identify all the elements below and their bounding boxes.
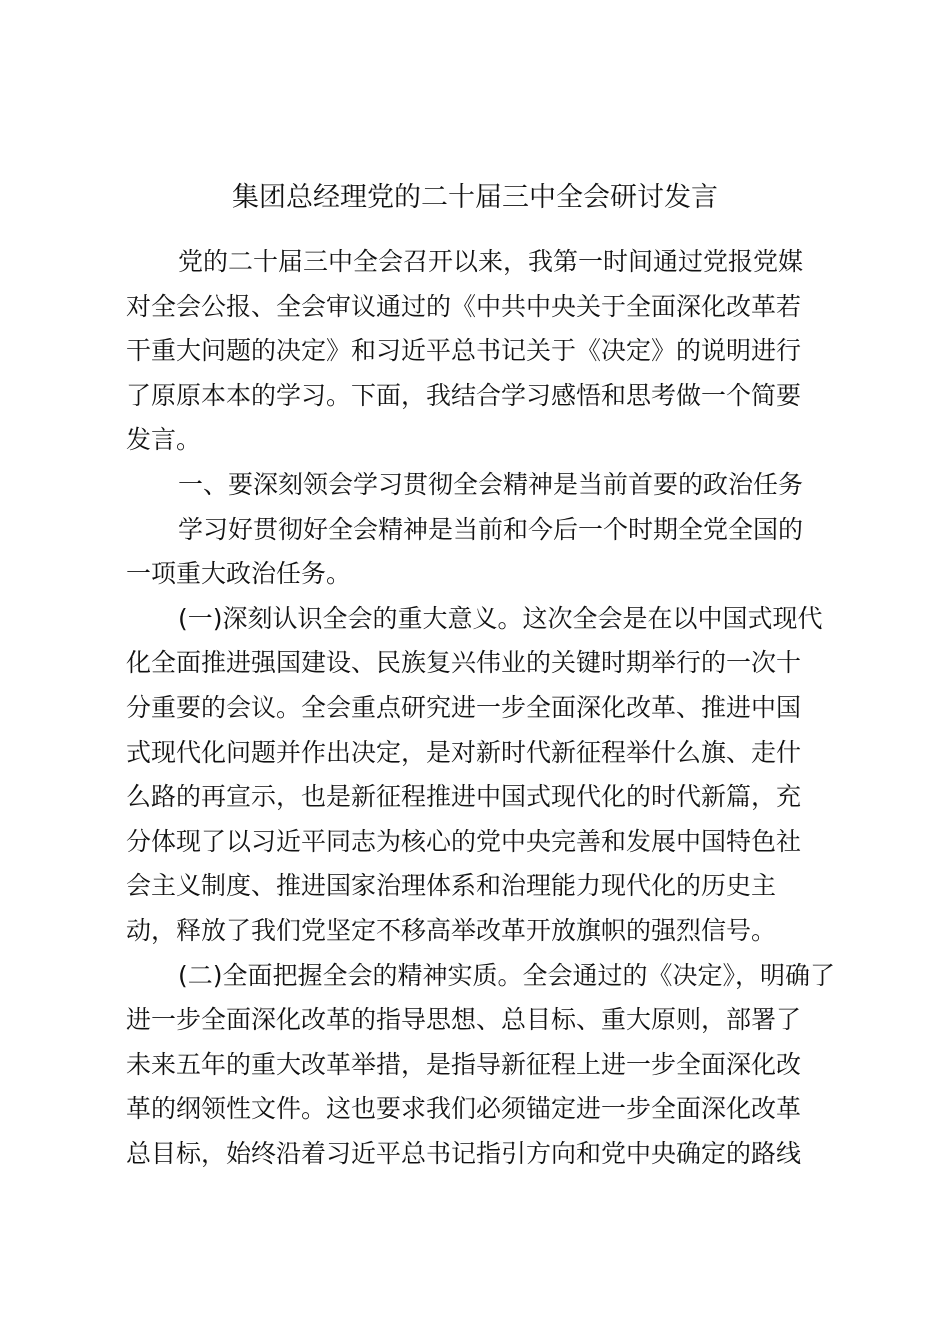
document-body (126, 240, 836, 1176)
paragraph-line: 分体现了以习近平同志为核心的党中央完善和发展中国特色社 (126, 826, 802, 856)
paragraph-line: 总目标，始终沿着习近平总书记指引方向和党中央确定的路线 (126, 1138, 802, 1168)
paragraph-line: 党的二十届三中全会召开以来，我第一时间通过党报党媒 (178, 247, 804, 276)
paragraph-line: 分重要的会议。全会重点研究进一步全面深化改革、推进中国 (126, 692, 802, 722)
paragraph-line: 动，释放了我们党坚定不移高举改革开放旗帜的强烈信号。 (126, 915, 777, 945)
paragraph-line: 对全会公报、全会审议通过的《中共中央关于全面深化改革若 (126, 291, 802, 321)
paragraph-line: 革的纲领性文件。这也要求我们必须锚定进一步全面深化改革 (126, 1094, 802, 1124)
document-title: 集团总经理党的二十届三中全会研讨发言 (232, 182, 718, 213)
paragraph-line: 式现代化问题并作出决定，是对新时代新征程举什么旗、走什 (126, 737, 802, 767)
paragraph-line: 了原原本本的学习。下面，我结合学习感悟和思考做一个简要 (126, 380, 802, 410)
paragraph-line: 干重大问题的决定》和习近平总书记关于《决定》的说明进行 (126, 336, 802, 366)
paragraph-line: (一)深刻认识全会的重大意义。这次全会是在以中国式现代 (178, 603, 823, 633)
paragraph-line: (二)全面把握全会的精神实质。全会通过的《决定》，明确了 (178, 960, 836, 990)
paragraph-line: 化全面推进强国建设、民族复兴伟业的关键时期举行的一次十 (126, 648, 802, 678)
paragraph-line: 一项重大政治任务。 (126, 559, 352, 589)
section-heading: 一、要深刻领会学习贯彻全会精神是当前首要的政治任务 (178, 469, 804, 499)
paragraph-line: 么路的再宣示，也是新征程推进中国式现代化的时代新篇，充 (126, 782, 802, 812)
paragraph-line: 未来五年的重大改革举措，是指导新征程上进一步全面深化改 (126, 1049, 802, 1079)
paragraph-line: 会主义制度、推进国家治理体系和治理能力现代化的历史主 (126, 871, 777, 901)
paragraph-line: 进一步全面深化改革的指导思想、总目标、重大原则，部署了 (126, 1005, 802, 1035)
paragraph-line: 学习好贯彻好全会精神是当前和今后一个时期全党全国的 (178, 514, 804, 544)
paragraph-line: 发言。 (126, 425, 202, 455)
